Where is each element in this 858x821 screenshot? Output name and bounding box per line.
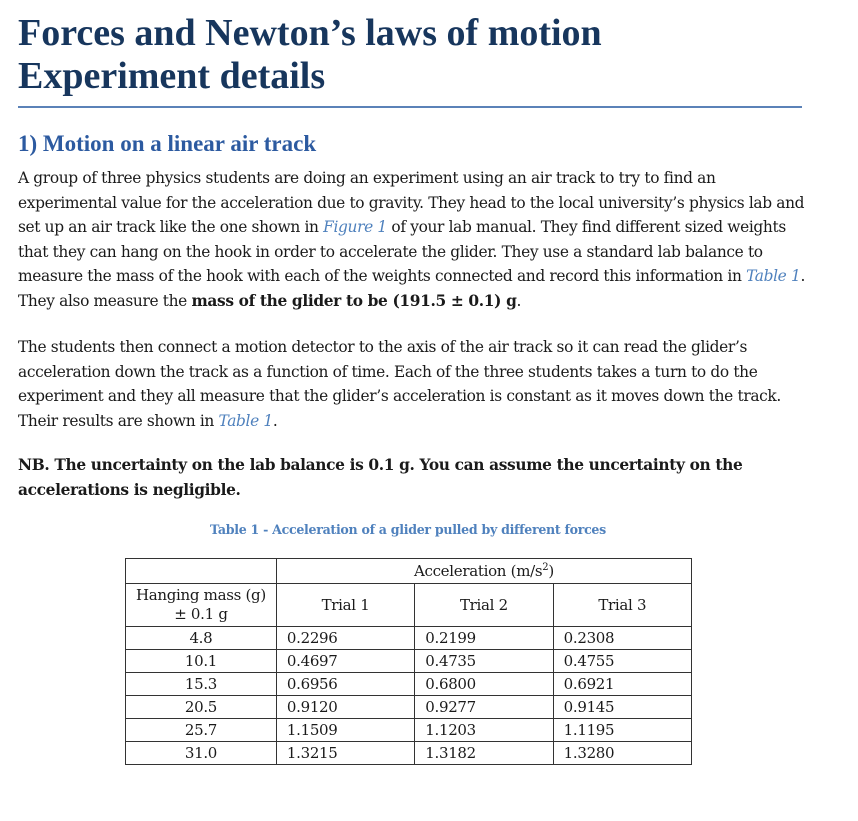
trial-1-header: Trial 1	[276, 584, 414, 627]
method-text-a: The students then connect a motion detector to the axis of the air track so it can read the glider’s acceleration down the track as a function of time. Each of the three students takes a turn to do the experiment and they all measure that the glider’s acceleration is constant as it moves down the track. Their results are shown in	[18, 338, 781, 430]
mass-cell: 4.8	[126, 627, 277, 650]
trial-2-header: Trial 2	[415, 584, 553, 627]
trial-2-cell: 1.3182	[415, 742, 553, 765]
trial-2-cell: 0.6800	[415, 673, 553, 696]
table-caption: Table 1 - Acceleration of a glider pulled by different forces	[210, 522, 606, 537]
trial-1-cell: 0.2296	[276, 627, 414, 650]
trial-3-cell: 0.6921	[553, 673, 691, 696]
trial-3-cell: 1.3280	[553, 742, 691, 765]
intro-paragraph	[18, 166, 818, 314]
trial-1-cell: 1.3215	[276, 742, 414, 765]
trial-2-cell: 0.9277	[415, 696, 553, 719]
intro-text-a: A group of three physics students are doing an experiment using an air track to try to find an experimental value for the acceleration due to gravity. They head to the local university’s physics lab and set up an air track like the one shown in	[18, 169, 805, 237]
trial-1-cell: 0.9120	[276, 696, 414, 719]
uncertainty-note: NB. The uncertainty on the lab balance is 0.1 g. You can assume the uncertainty on the accelerations is negligible.	[18, 456, 743, 499]
page-title: Forces and Newton’s laws of motion	[18, 12, 602, 54]
mass-cell: 20.5	[126, 696, 277, 719]
intro-text-d: .	[516, 291, 522, 310]
figure-1-link[interactable]: Figure 1	[323, 218, 387, 237]
table-1-link-2[interactable]: Table 1	[218, 411, 273, 430]
trial-3-cell: 1.1195	[553, 719, 691, 742]
acceleration-header: Acceleration $(m/s^2)$	[276, 559, 691, 584]
trial-1-cell: 0.4697	[276, 650, 414, 673]
hanging-mass-header-label: Hanging mass (g)	[135, 586, 266, 604]
table-row	[126, 742, 692, 765]
page-subtitle: Experiment details	[18, 55, 326, 97]
glider-mass-text: mass of the glider to be (191.5 ± 0.1) g	[191, 291, 517, 310]
mass-cell: 31.0	[126, 742, 277, 765]
table-1-link[interactable]: Table 1	[746, 267, 801, 286]
page-title-block	[18, 12, 802, 108]
trial-3-cell: 0.4755	[553, 650, 691, 673]
hanging-mass-header	[126, 584, 277, 627]
mass-cell: 25.7	[126, 719, 277, 742]
trial-3-header: Trial 3	[553, 584, 691, 627]
method-text-b: .	[272, 411, 278, 430]
intro-text-c: . They also measure the	[18, 267, 805, 310]
trial-2-cell: 0.4735	[415, 650, 553, 673]
table-row	[126, 627, 692, 650]
section-heading: 1) Motion on a linear air track	[18, 131, 317, 156]
table-corner-cell	[126, 559, 277, 584]
hanging-mass-header-uncertainty: ± 0.1 g	[174, 605, 228, 623]
mass-cell: 10.1	[126, 650, 277, 673]
mass-cell: 15.3	[126, 673, 277, 696]
trial-2-cell: 0.2199	[415, 627, 553, 650]
method-paragraph	[18, 335, 818, 433]
table-row	[126, 696, 692, 719]
trial-1-cell: 0.6956	[276, 673, 414, 696]
table-row	[126, 673, 692, 696]
acceleration-table	[125, 558, 692, 765]
trial-3-cell: 0.9145	[553, 696, 691, 719]
trial-1-cell: 1.1509	[276, 719, 414, 742]
table-row	[126, 719, 692, 742]
intro-text-b: of your lab manual. They find different sized weights that they can hang on the hook in order to accelerate the glider. They use a standard lab balance to measure the mass of the hook with each of the weights connected and record this information in	[18, 218, 786, 286]
table-row	[126, 650, 692, 673]
trial-2-cell: 1.1203	[415, 719, 553, 742]
trial-3-cell: 0.2308	[553, 627, 691, 650]
